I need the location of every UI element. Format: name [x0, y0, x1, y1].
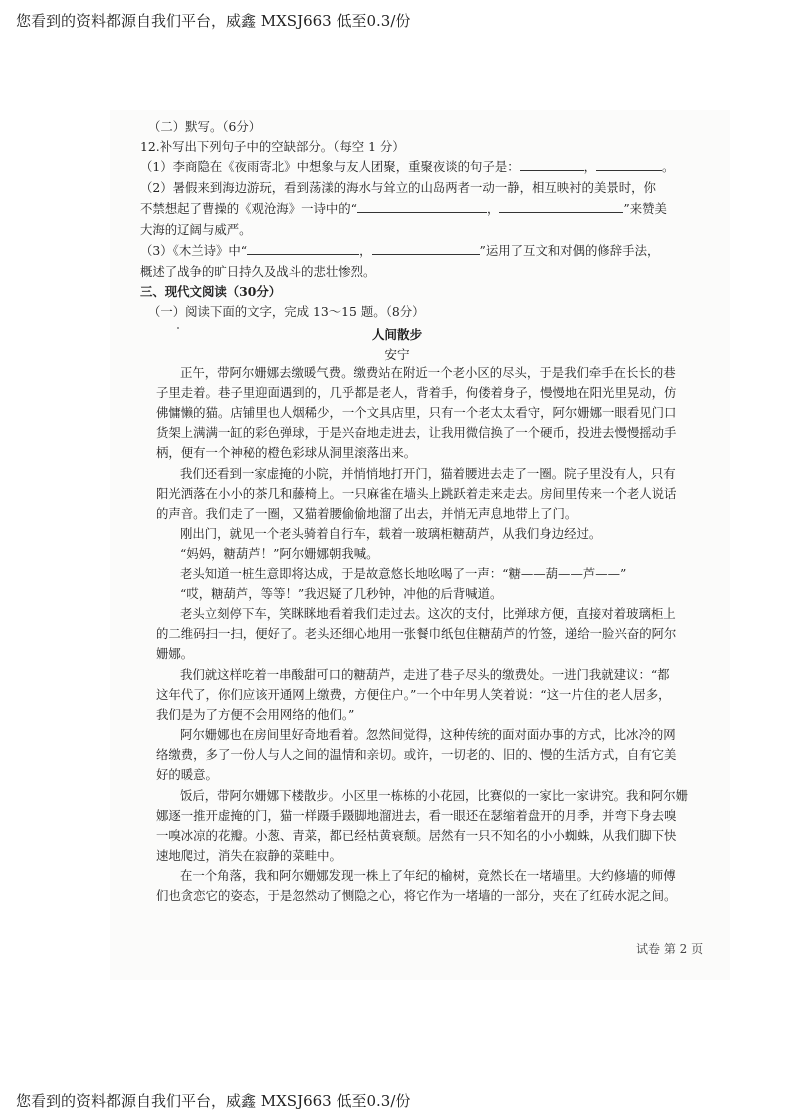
- passage-line: 姗娜。: [156, 646, 194, 661]
- passage-line: 我们还看到一家虚掩的小院，并悄悄地打开门，猫着腰进去走了一圈。院子里没有人，只有: [180, 466, 676, 481]
- passage-line: 络缴费，多了一份人与人之间的温情和亲切。或许，一切老的、旧的、慢的生活方式，自有它美: [156, 747, 677, 762]
- q12-2-tail: ”来赞美: [623, 201, 667, 216]
- section3-heading: 三、现代文阅读（30分）: [140, 284, 282, 299]
- passage-line: 一嗅冰凉的花瓣。小葱、青菜，都已经枯黄衰颓。居然有一只不知名的小小蜘蛛，从我们脚下快: [156, 828, 677, 843]
- q12-2-line3: 大海的辽阔与威严。: [140, 222, 252, 237]
- answer-blank-3[interactable]: [357, 200, 487, 213]
- passage-line: 饭后，带阿尔姗娜下楼散步。小区里一栋栋的小花园，比赛似的一家比一家讲究。我和阿尔姗: [180, 788, 689, 803]
- passage-line: “哎，糖葫芦，等等！”我迟疑了几秒钟，冲他的后背喊道。: [180, 586, 503, 601]
- passage-line: 佛慵懒的猫。店铺里也人烟稀少，一个文具店里，只有一个老太太看守，阿尔姗娜一眼看见门口: [156, 405, 677, 420]
- article-title: 人间散步: [371, 327, 423, 342]
- watermark-bottom: 您看到的资料都源自我们平台，威鑫 MXSJ663 低至0.3/份: [16, 1092, 411, 1110]
- article-author: 安宁: [384, 347, 410, 362]
- q12-3-sep: ，: [359, 243, 372, 258]
- passage-line: 阳光洒落在小小的茶几和藤椅上。一只麻雀在墙头上跳跃着走来走去。房间里传来一个老人说话: [156, 486, 677, 501]
- answer-blank-5[interactable]: [247, 242, 359, 255]
- passage-line: 们也贪恋它的姿态，于是忽然动了恻隐之心，将它作为一堵墙的一部分，夹在了红砖水泥之间。: [156, 888, 677, 903]
- q12-instruction: 12.补写出下列句子中的空缺部分。（每空 1 分）: [140, 139, 405, 154]
- passage-line: 的声音。我们走了一圈，又猫着腰偷偷地溜了出去，并悄无声息地带上了门。: [156, 506, 578, 521]
- passage-line: 在一个角落，我和阿尔姗娜发现一株上了年纪的榆树，竟然长在一堵墙里。大约修墙的师傅: [180, 868, 676, 883]
- passage-line: 娜逐一推开虚掩的门，猫一样蹑手蹑脚地溜进去，看一眼还在瑟缩着盘开的月季，并弯下身去嗅: [156, 808, 677, 823]
- passage-line: 阿尔姗娜也在房间里好奇地看着。忽然间觉得，这种传统的面对面办事的方式，比冰冷的网: [180, 727, 676, 742]
- q12-2-line2: [140, 200, 667, 218]
- passage-line: 老头立刻停下车，笑眯眯地看着我们走过去。这次的支付，比弹球方便，直接对着玻璃柜上: [180, 606, 676, 621]
- watermark-top: 您看到的资料都源自我们平台，威鑫 MXSJ663 低至0.3/份: [16, 12, 411, 30]
- q12-1-text: （1）李商隐在《夜雨寄北》中想象与友人团聚，重聚夜谈的句子是：: [140, 159, 520, 174]
- passage-line: 这年代了，你们应该开通网上缴费，方便住户。”一个中年男人笑着说：“这一片住的老人居多，: [156, 687, 671, 702]
- q12-3-text: （3）《木兰诗》中“: [140, 243, 248, 258]
- q12-2-text: 不禁想起了曹操的《观沧海》一诗中的“: [140, 201, 357, 216]
- section2-heading: （二）默写。（6分）: [148, 119, 262, 134]
- passage-line: 货架上满满一缸的彩色弹球，于是兴奋地走进去，让我用微信换了一个硬币，投进去慢慢摇动手: [156, 425, 677, 440]
- q12-1-end: 。: [662, 159, 675, 174]
- passage-line: 好的暖意。: [156, 767, 218, 782]
- q12-1: [140, 158, 674, 176]
- passage-line: 正午，带阿尔姗娜去缴暖气费。缴费站在附近一个老小区的尽头，于是我们牵手在长长的巷: [180, 365, 676, 380]
- q12-3-line1: [140, 242, 659, 260]
- q12-1-sep: ，: [583, 159, 596, 174]
- q12-3-line2: 概述了战争的旷日持久及战斗的悲壮惨烈。: [140, 264, 376, 279]
- answer-blank-2[interactable]: [596, 158, 662, 171]
- passage-line: 我们是为了方便不会用网络的他们。”: [156, 707, 355, 722]
- passage-line: 刚出门，就见一个老头骑着自行车，载着一玻璃柜糖葫芦，从我们身边经过。: [180, 526, 602, 541]
- answer-blank-1[interactable]: [520, 158, 584, 171]
- answer-blank-6[interactable]: [372, 242, 480, 255]
- passage-line: 子里走着。巷子里迎面遇到的，几乎都是老人，背着手，佝偻着身子，慢慢地在阳光里晃动，仿: [156, 385, 677, 400]
- passage-line: 的二维码扫一扫，便好了。老头还细心地用一张餐巾纸包住糖葫芦的竹签，递给一脸兴奋的阿尔: [156, 626, 677, 641]
- passage-line: 速地爬过，消失在寂静的菜畦中。: [156, 848, 342, 863]
- page-number: 试卷 第 2 页: [636, 942, 704, 956]
- q12-3-tail: ”运用了互文和对偶的修辞手法，: [479, 243, 660, 258]
- answer-blank-4[interactable]: [499, 200, 623, 213]
- q12-2-line1: （2）暑假来到海边游玩，看到荡漾的海水与耸立的山岛两者一动一静，相互映衬的美景时，你: [140, 180, 656, 195]
- passage-line: 老头知道一桩生意即将达成，于是故意悠长地吆喝了一声：“糖——葫——芦——”: [180, 566, 627, 581]
- passage-line: 柄，便有一个神秘的橙色彩球从洞里滚落出来。: [156, 445, 417, 460]
- q12-2-sep: ，: [486, 201, 500, 216]
- passage-line: “妈妈，糖葫芦！”阿尔姗娜朝我喊。: [180, 546, 379, 561]
- reading-instruction: （一）阅读下面的文字，完成 13～15 题。（8分）: [148, 304, 425, 319]
- passage-line: 我们就这样吃着一串酸甜可口的糖葫芦，走进了巷子尽头的缴费处。一进门我就建议：“都: [180, 667, 670, 682]
